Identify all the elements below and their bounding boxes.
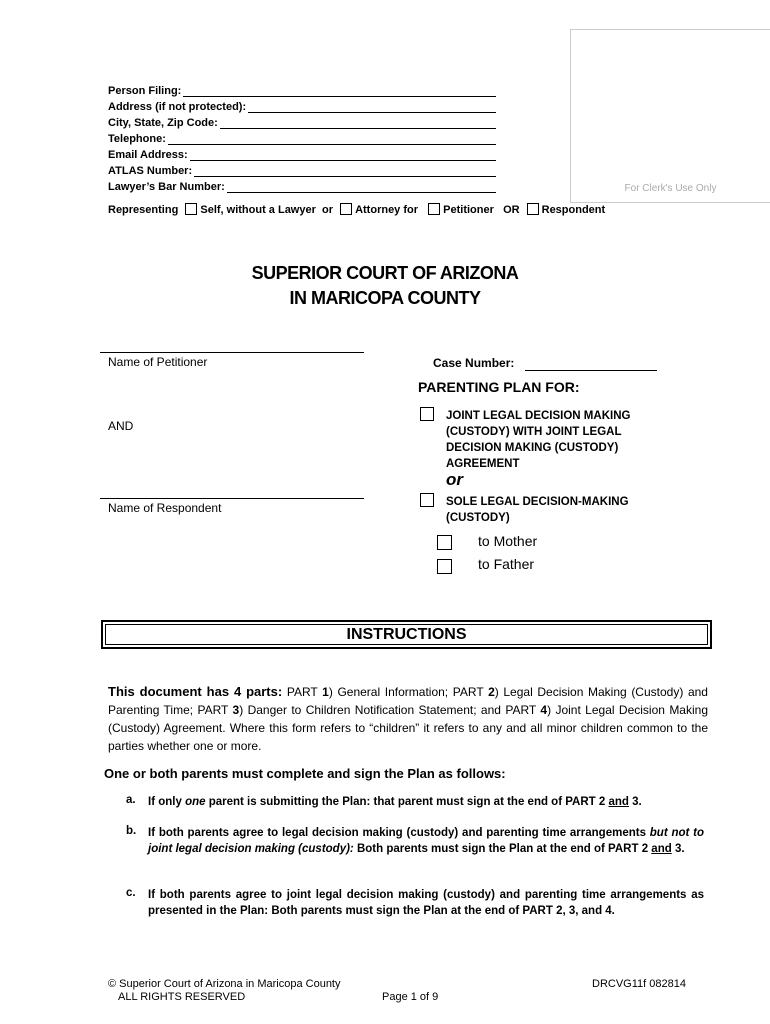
clerk-use-box [570,29,770,203]
court-title-line1: SUPERIOR COURT OF ARIZONA [251,263,519,283]
respondent-name-line[interactable] [100,498,364,499]
underlined-and: and [608,796,629,808]
address-field[interactable] [108,101,496,113]
footer-copyright: © Superior Court of Arizona in Maricopa County [108,978,341,990]
joint-custody-option [446,408,630,472]
or-separator: or [446,470,463,489]
field-label: Address (if not protected): [108,101,247,113]
or-label: or [322,204,334,216]
item-b-text [148,825,704,857]
instructions-title: INSTRUCTIONS [346,626,467,643]
field-label: City, State, Zip Code: [108,117,218,129]
field-line [194,166,496,177]
or-label: OR [503,204,520,216]
telephone-field[interactable] [108,133,496,145]
representing-row [108,203,605,216]
petitioner-checkbox[interactable] [428,203,440,215]
person-filing-field[interactable] [108,85,496,97]
option-text: JOINT LEGAL DECISION MAKING [446,410,631,422]
petitioner-name-line[interactable] [100,352,364,353]
text: ) General Information; PART [328,685,489,699]
footer-page-number: Page 1 of 9 [382,991,439,1003]
part-number: 1 [322,685,329,699]
text: 3. [671,843,685,855]
item-c-letter: c. [126,887,136,899]
parenting-plan-title: PARENTING PLAN FOR: [418,379,580,395]
joint-custody-checkbox[interactable] [420,407,434,421]
emphasis: but not to joint legal decision making (custody): [148,827,704,855]
attorney-checkbox[interactable] [340,203,352,215]
field-line [248,102,496,113]
attorney-label: Attorney for [355,204,419,216]
field-line [190,150,496,161]
text: ) Legal Decision Making (Custody) and Parenting Time; PART [108,685,708,717]
sole-custody-option [446,494,629,526]
court-title-line2: IN MARICOPA COUNTY [289,288,481,308]
field-label: Email Address: [108,149,188,161]
to-mother-checkbox[interactable] [437,535,452,550]
respondent-label: Name of Respondent [108,501,222,515]
part-number: 2 [488,685,495,699]
sign-heading: One or both parents must complete and sign the Plan as follows: [104,766,506,781]
sole-custody-checkbox[interactable] [420,493,434,507]
field-line [183,86,496,97]
text: parent is submitting the Plan: that parent must sign at the end of PART 2 [205,796,609,808]
part-number: 3 [232,703,240,717]
footer-form-code: DRCVG11f 082814 [592,978,686,990]
text: ) Danger to Children Notification Statement; and PART [239,703,541,717]
case-number-label: Case Number: [433,356,515,370]
self-checkbox[interactable] [185,203,197,215]
text: If both parents agree to legal decision making (custody) and parenting time arrangements [148,827,650,839]
field-line [168,134,496,145]
text: PART [282,685,323,699]
atlas-number-field[interactable] [108,165,496,177]
case-number-input[interactable] [525,370,657,371]
instructions-heading-box [101,620,712,649]
field-label: ATLAS Number: [108,165,193,177]
respondent-checkbox[interactable] [527,203,539,215]
representing-label: Representing [108,204,179,216]
petitioner-label: Petitioner [443,204,494,216]
field-label: Person Filing: [108,85,182,97]
text: ) Joint Legal Decision Making (Custody) Agreement. Where this form refers to “children” it refers to any and all minor children common to the parties whether one or more. [108,703,708,753]
respondent-label: Respondent [541,204,606,216]
field-line [220,118,496,129]
option-text: SOLE LEGAL DECISION-MAKING [446,496,629,508]
and-label: AND [108,419,134,433]
item-b-letter: b. [126,825,137,837]
emphasis: one [185,796,206,808]
text: Both parents must sign the Plan at the end of PART 2 [353,843,652,855]
petitioner-label: Name of Petitioner [108,355,208,369]
text: 3. [628,796,642,808]
field-label: Lawyer’s Bar Number: [108,181,225,193]
clerk-use-label: For Clerk's Use Only [624,183,717,194]
option-text: (CUSTODY) [446,512,510,524]
to-mother-label: to Mother [478,533,538,549]
underlined-and: and [651,843,672,855]
bar-number-field[interactable] [108,181,496,193]
instructions-paragraph [108,683,708,755]
part-number: 4 [540,703,548,717]
option-text: AGREEMENT [446,458,520,470]
footer-rights: ALL RIGHTS RESERVED [118,991,246,1003]
email-field[interactable] [108,149,496,161]
option-text: DECISION MAKING (CUSTODY) [446,442,619,454]
self-label: Self, without a Lawyer [200,204,316,216]
option-text: (CUSTODY) WITH JOINT LEGAL [446,426,622,438]
parts-lead: This document has 4 parts: [108,684,283,699]
to-father-checkbox[interactable] [437,559,452,574]
field-line [227,182,496,193]
to-father-label: to Father [478,556,535,572]
city-state-zip-field[interactable] [108,117,496,129]
field-label: Telephone: [108,133,166,145]
text: If only [148,796,186,808]
item-a-text [148,794,704,810]
item-c-text: If both parents agree to joint legal decision making (custody) and parenting time arrangements as presented in the Plan: Both parents must sign the Plan at the end of PART 2, 3, and 4. [148,889,704,917]
item-a-letter: a. [126,794,136,806]
